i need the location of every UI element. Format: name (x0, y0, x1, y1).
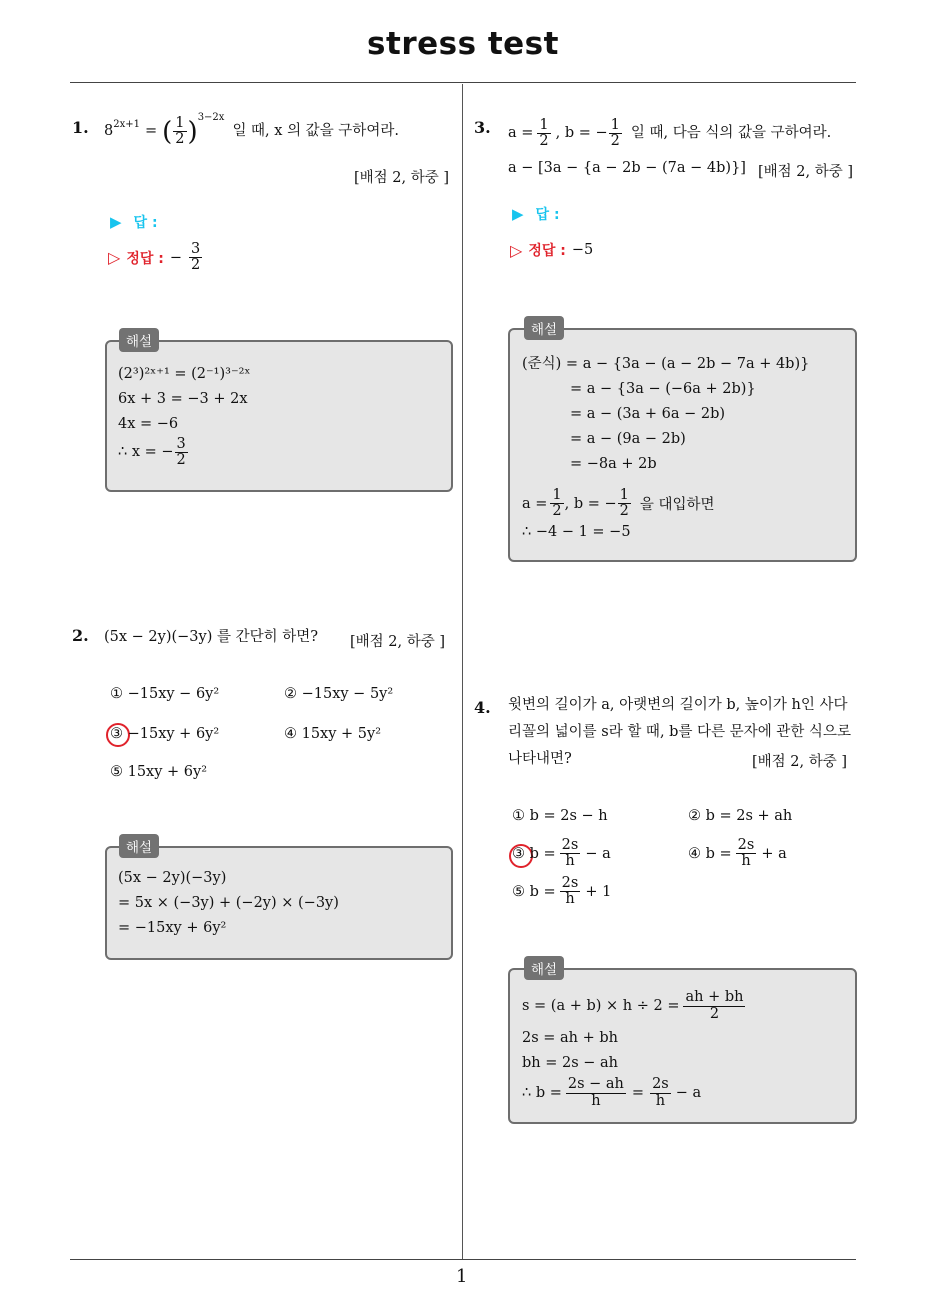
q4-c5-den: h (565, 891, 575, 908)
answer-arrow-icon: ▶ (512, 205, 524, 223)
q4-sol4-num1: 2s − ah (567, 1076, 624, 1093)
question-2-number: 2. (72, 626, 89, 645)
q4-text-line-2: 리꼴의 넓이를 s라 할 때, b를 다른 문자에 관한 식으로 (508, 724, 851, 740)
q1-text-after: 일 때, x 의 값을 구하여라. (232, 123, 399, 140)
q2-choice-4[interactable]: ④ 15xy + 5y² (284, 726, 382, 742)
q4-c5-fraction (560, 876, 581, 907)
answer-label: 답 : (535, 207, 560, 223)
q4-text-line-3: 나타내면? (508, 751, 572, 767)
question-3-score: [배점 2, 하중 ] (758, 164, 854, 180)
correct-arrow-icon: ▷ (510, 240, 523, 260)
q1-sol-frac-num: 3 (176, 436, 186, 452)
q4-c3-post: − a (585, 845, 611, 862)
q3-b-num: 1 (610, 117, 620, 133)
q3-b-lhs: , b = − (555, 125, 608, 142)
q4-text-line-1: 윗변의 길이가 a, 아랫변의 길이가 b, 높이가 h인 사다 (508, 697, 848, 713)
q4-sol-line-1 (522, 986, 746, 1026)
q3-a-den: 2 (539, 133, 549, 150)
q4-solution-body (522, 986, 746, 1110)
q4-sol4-den2: h (655, 1092, 666, 1109)
q4-choice-1[interactable]: ① b = 2s − h (512, 808, 608, 824)
q4-c3-den: h (565, 853, 575, 870)
q3-solution-body (522, 352, 809, 477)
q2-sol-line: = 5x × (−3y) + (−2y) × (−3y) (118, 895, 339, 911)
q4-sol4-post: − a (675, 1085, 702, 1101)
q4-sol1-num: ah + bh (685, 989, 744, 1006)
q4-choice-4[interactable] (688, 838, 787, 869)
q4-c5-num: 2s (561, 875, 579, 891)
q2-solution-tag: 해설 (119, 834, 159, 858)
q1-frac-num: 1 (175, 115, 185, 131)
q4-sol4-fraction-1 (566, 1077, 626, 1108)
q2-choice-3[interactable]: ③ −15xy + 6y² (110, 726, 220, 742)
q2-solution-body (118, 866, 339, 941)
q2-sol-line: (5x − 2y)(−3y) (118, 870, 227, 886)
q3-b-den: 2 (610, 133, 620, 150)
q4-sol4-den1: h (591, 1092, 601, 1109)
q3-a-fraction (537, 118, 550, 149)
q1-base: 8 (104, 123, 114, 140)
q2-choice-1[interactable]: ① −15xy − 6y² (110, 686, 220, 702)
question-3-number: 3. (474, 118, 491, 137)
q3-sub-a-fraction (550, 488, 563, 519)
q1-correct-den: 2 (191, 257, 201, 274)
q4-c4-post: + a (761, 845, 787, 862)
q1-correct-num: 3 (191, 241, 201, 257)
q4-c4-fraction (736, 838, 757, 869)
q4-sol1-den: 2 (709, 1005, 720, 1022)
header-rule (70, 82, 856, 83)
q1-correct-sign: − (169, 249, 182, 266)
footer-rule (70, 1259, 856, 1260)
column-divider (462, 84, 463, 1259)
question-2-text: (5x − 2y)(−3y) 를 간단히 하면? (104, 629, 319, 645)
q4-c3-pre: ③ b = (512, 845, 556, 862)
q4-c4-den: h (741, 853, 751, 870)
q4-choice-3[interactable] (512, 838, 611, 869)
q3-a-lhs: a = (508, 125, 534, 142)
q3-b-fraction (609, 118, 622, 149)
q1-left-paren: ( (162, 116, 173, 147)
q3-final: ∴ −4 − 1 = −5 (522, 524, 631, 540)
q1-exponent-1: 2x+1 (113, 119, 140, 131)
q3-text-after: 일 때, 다음 식의 값을 구하여라. (630, 125, 832, 142)
question-3-expression: a − [3a − {a − 2b − (7a − 4b)}] (508, 160, 746, 176)
q1-equals: = (144, 123, 158, 140)
q3-sub-b-den: 2 (619, 503, 629, 520)
q1-right-paren: ) (187, 116, 198, 147)
q3-sub-b-num: 1 (619, 487, 629, 503)
correct-arrow-icon: ▷ (108, 248, 121, 268)
q1-solution-body (118, 362, 251, 468)
question-4-score: [배점 2, 하중 ] (752, 754, 848, 770)
q2-choice-2[interactable]: ② −15xy − 5y² (284, 686, 394, 702)
q2-sol-line: = −15xy + 6y² (118, 920, 227, 936)
q4-sol1-fraction (683, 990, 745, 1021)
q4-c5-pre: ⑤ b = (512, 883, 556, 900)
q3-sub-b: , b = − (564, 495, 617, 512)
q1-exponent-2: 3−2x (197, 112, 225, 124)
q1-frac-den: 2 (175, 131, 185, 148)
q4-c3-fraction (560, 838, 581, 869)
q3-sub-a: a = (522, 495, 548, 512)
q1-sol-therefore: ∴ x = − (118, 444, 174, 461)
q1-sol-frac-den: 2 (176, 452, 186, 469)
page-number: 1 (456, 1266, 468, 1287)
question-1-text (104, 112, 399, 148)
answer-arrow-icon: ▶ (110, 213, 122, 231)
q3-sol-line: = −8a + 2b (570, 456, 657, 472)
q1-sol-last-line (118, 437, 251, 468)
q1-sol-fraction (175, 437, 188, 468)
q4-sol1-pre: s = (a + b) × h ÷ 2 = (522, 998, 680, 1014)
q4-c3-num: 2s (561, 837, 579, 853)
q3-sol-line: (준식) = a − {3a − (a − 2b − 7a + 4b)} (522, 356, 810, 372)
question-1-score: [배점 2, 하중 ] (354, 170, 450, 186)
q2-choice-5[interactable]: ⑤ 15xy + 6y² (110, 764, 208, 780)
question-4-number: 4. (474, 698, 491, 717)
q4-sol4-fraction-2 (650, 1077, 671, 1108)
q4-choice-5[interactable] (512, 876, 611, 907)
q3-correct-value: −5 (571, 242, 594, 258)
question-2-score: [배점 2, 하중 ] (350, 634, 446, 650)
q4-sol4-num2: 2s (652, 1076, 669, 1093)
q4-sol-line-2: 2s = ah + bh (522, 1030, 619, 1046)
q3-answer-row (512, 204, 560, 224)
q1-answer-row (110, 212, 158, 232)
q3-sol-line: = a − (9a − 2b) (570, 431, 686, 447)
q1-correct-fraction (189, 242, 202, 273)
correct-label: 정답 : (528, 243, 566, 259)
q3-sol-line: = a − (3a + 6a − 2b) (570, 406, 726, 422)
q4-sol-line-4 (522, 1076, 746, 1110)
q3-sub-a-num: 1 (552, 487, 562, 503)
q3-solution-tag: 해설 (524, 316, 564, 340)
q1-sol-line: 6x + 3 = −3 + 2x (118, 391, 248, 407)
correct-label: 정답 : (126, 250, 164, 267)
q4-choice-2[interactable]: ② b = 2s + ah (688, 808, 793, 824)
question-3-text (508, 118, 831, 149)
q3-sub-b-fraction (618, 488, 631, 519)
q4-sol4-eq: = (631, 1085, 645, 1101)
q1-correct-row (108, 242, 203, 273)
q4-c4-pre: ④ b = (688, 845, 732, 862)
q3-sub-text: 을 대입하면 (639, 497, 715, 514)
q4-sol4-pre: ∴ b = (522, 1085, 562, 1101)
q4-c5-post: + 1 (585, 883, 612, 900)
q3-sub-a-den: 2 (552, 503, 562, 520)
q3-sol-line: = a − {3a − (−6a + 2b)} (570, 381, 756, 397)
q1-fraction (173, 116, 186, 147)
q1-sol-line: (2³)²ˣ⁺¹ = (2⁻¹)³⁻²ˣ (118, 366, 251, 382)
q4-sol-line-3: bh = 2s − ah (522, 1055, 619, 1071)
answer-label: 답 : (133, 215, 158, 231)
q1-solution-tag: 해설 (119, 328, 159, 352)
q3-a-num: 1 (539, 117, 549, 133)
q3-substitution (522, 488, 715, 519)
page-title: stress test (367, 26, 559, 62)
question-1-number: 1. (72, 118, 89, 137)
q4-solution-tag: 해설 (524, 956, 564, 980)
q1-sol-line: 4x = −6 (118, 416, 179, 432)
q4-c4-num: 2s (737, 837, 755, 853)
q3-correct-row (510, 240, 593, 260)
